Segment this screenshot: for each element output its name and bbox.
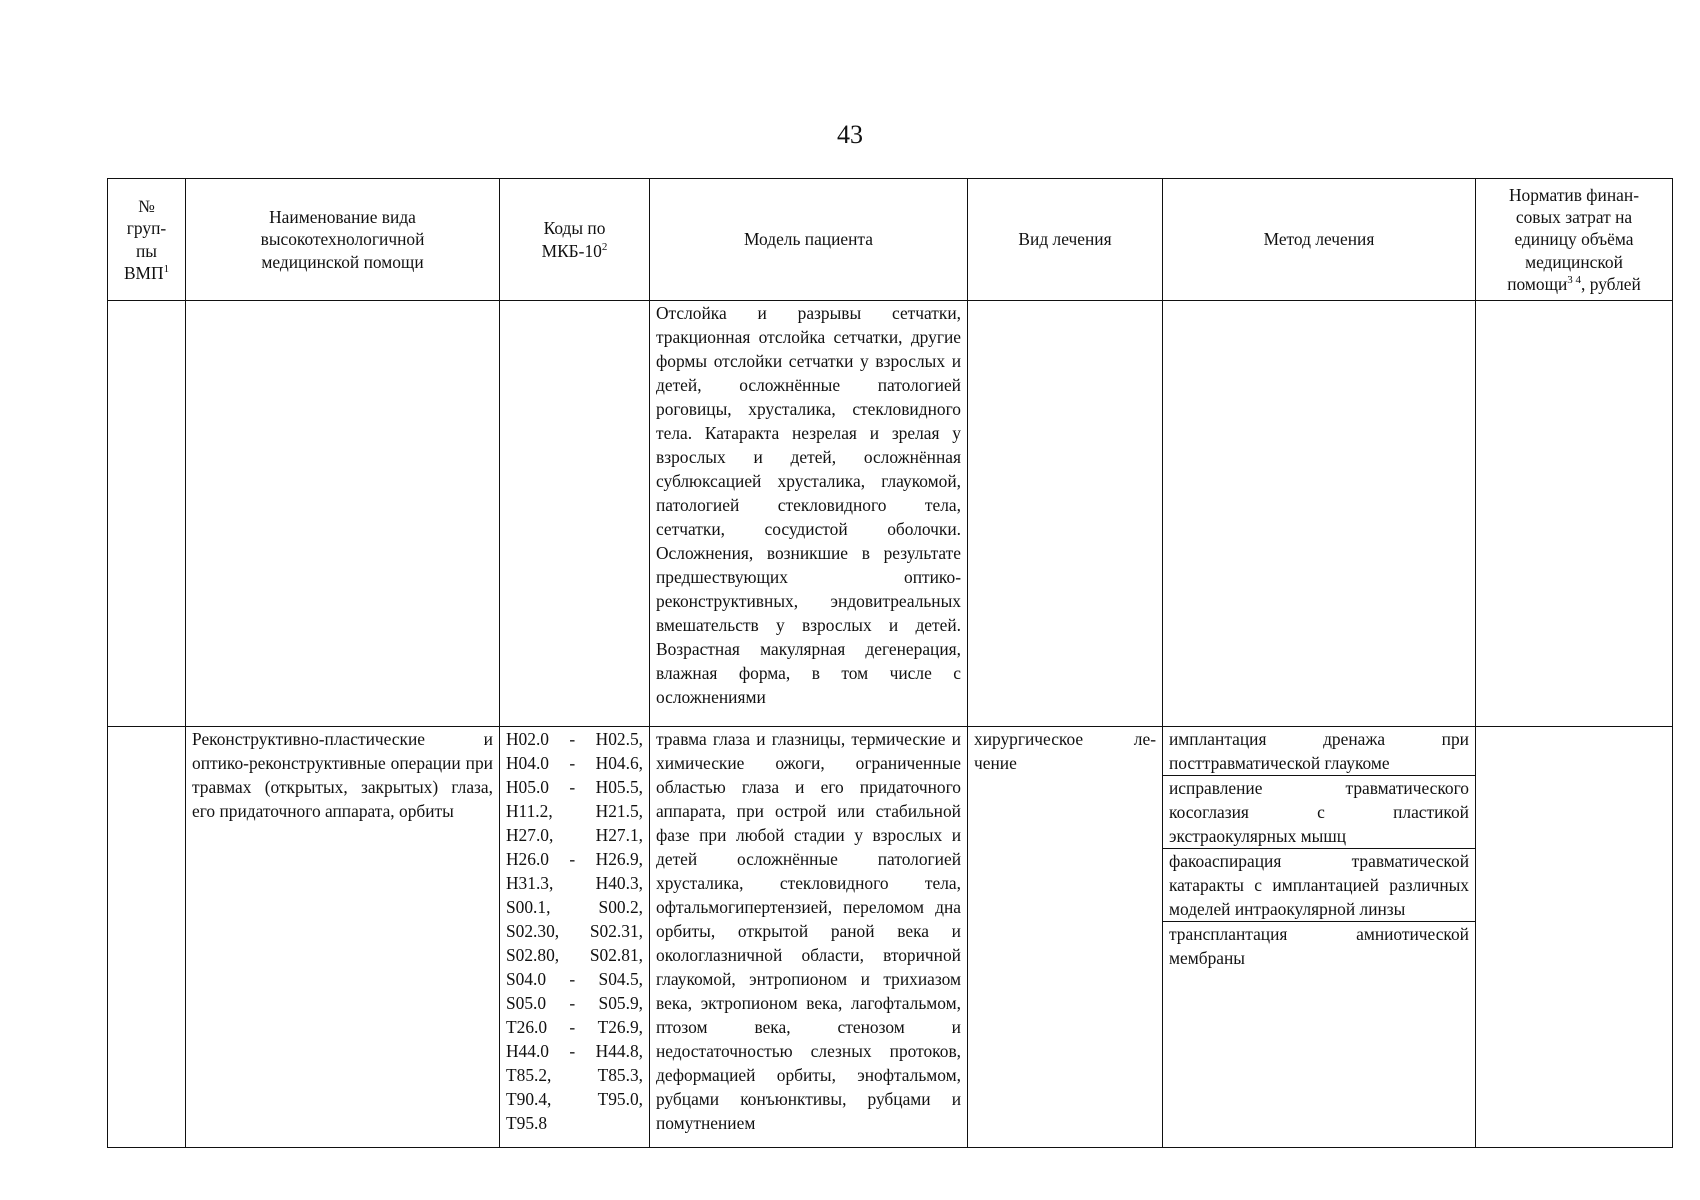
icd-code-line: T26.0 - T26.9, [506,1017,643,1038]
icd-code-line: S04.0 - S04.5, [506,969,643,990]
icd-code-line: H44.0 - H44.8, [506,1041,643,1062]
icd-code-line: S02.30, S02.31, [506,921,643,942]
icd-code-line: H26.0 - H26.9, [506,849,643,870]
treatment-method-list [1163,727,1475,970]
icd-code-line: S05.0 - S05.9, [506,993,643,1014]
icd-code-line: S00.1, S00.2, [506,897,643,918]
group-number-cell [108,727,186,1148]
care-name-cell [186,727,500,1148]
header-treatment-method: Метод лечения [1163,179,1476,301]
header-row [108,179,1673,301]
treatment-method-item: трансплантация амниотической мембраны [1169,924,1469,969]
header-group-number: № груп- пы ВМП$^1$ [108,179,186,301]
icd-code-line: H31.3, H40.3, [506,873,643,894]
care-name-text: Реконструктивно-пластические и оптико-реконструктивные операции при травмах (открытых, закрытых) глаза, его придаточного аппарата, орбиты [192,729,493,822]
treatment-method-item: факоаспирация травматической катаракты с имплантацией различных моделей интраокулярной линзы [1163,849,1475,922]
patient-model-text: Отслойка и разрывы сетчатки, тракционная отслойка сетчатки, другие формы отслойки сетчатки у взрослых и детей, осложнённые патологией роговицы, хрусталика, стекловидного тела. Катаракта незрелая и зрелая у взрослых и детей, осложнённая сублюксацией хрусталика, глаукомой, патологией стекловидного тела, сетчатки, сосудистой оболочки. Осложнения, возникшие в результате предшествующих оптико-реконструктивных, эндовитреальных вмешательств у взрослых и детей. Возрастная макулярная дегенерация, влажная форма, в том числе с осложнениями [656,303,961,708]
vmp-table [107,178,1673,1148]
cost-standard-cell [1476,301,1673,727]
icd-code-line: T95.8 [506,1113,548,1134]
header-care-name: Наименование вида высокотехнологичной медицинской помощи [186,179,500,301]
header-cost-standard: Норматив финан- совых затрат на единицу объёма медицинской помощи$^{3 4}$, рублей [1476,179,1673,301]
header-icd-codes: Коды по МКБ-$10^2$ [500,179,650,301]
group-number-cell [108,301,186,727]
icd-codes-list [500,727,649,1135]
care-name-cell [186,301,500,727]
treatment-type-cell [968,301,1163,727]
icd-code-line: H27.0, H27.1, [506,825,643,846]
treatment-type-cell [968,727,1163,1148]
treatment-type-text: хирургическое ле- чение [974,729,1156,774]
header-patient-model: Модель пациента [650,179,968,301]
treatment-method-cell [1163,727,1476,1148]
icd-codes-cell [500,301,650,727]
icd-code-line: H04.0 - H04.6, [506,753,643,774]
icd-codes-cell [500,727,650,1148]
icd-code-line: H11.2, H21.5, [506,801,643,822]
treatment-method-item: имплантация дренажа при посттравматической глаукоме [1163,727,1475,776]
icd-code-line: T85.2, T85.3, [506,1065,643,1086]
icd-code-line: S02.80, S02.81, [506,945,643,966]
table-row [108,727,1673,1148]
page-number: 43 [837,120,863,149]
header-treatment-type: Вид лечения [968,179,1163,301]
patient-model-text: травма глаза и глазницы, термические и химические ожоги, ограниченные областью глаза и его придаточного аппарата, при острой или стабильной фазе при любой стадии у взрослых и детей осложнённые патологией хрусталика, стекловидного тела, офтальмогипертензией, переломом дна орбиты, открытой раной века и окологлазничной области, вторичной глаукомой, энтропионом и трихиазом века, эктропионом века, лагофтальмом, птозом века, стенозом и недостаточностью слезных протоков, деформацией орбиты, энофтальмом, рубцами конъюнктивы, рубцами и помутнением [656,729,961,1134]
icd-code-line: H02.0 - H02.5, [506,729,643,749]
cost-standard-cell [1476,727,1673,1148]
patient-model-cell [650,301,968,727]
icd-code-line: H05.0 - H05.5, [506,777,643,798]
treatment-method-item: исправление травматического косоглазия с пластикой экстраокулярных мышц [1163,776,1475,849]
icd-code-line: T90.4, T95.0, [506,1089,643,1110]
patient-model-cell [650,727,968,1148]
treatment-method-cell [1163,301,1476,727]
table-row [108,301,1673,727]
